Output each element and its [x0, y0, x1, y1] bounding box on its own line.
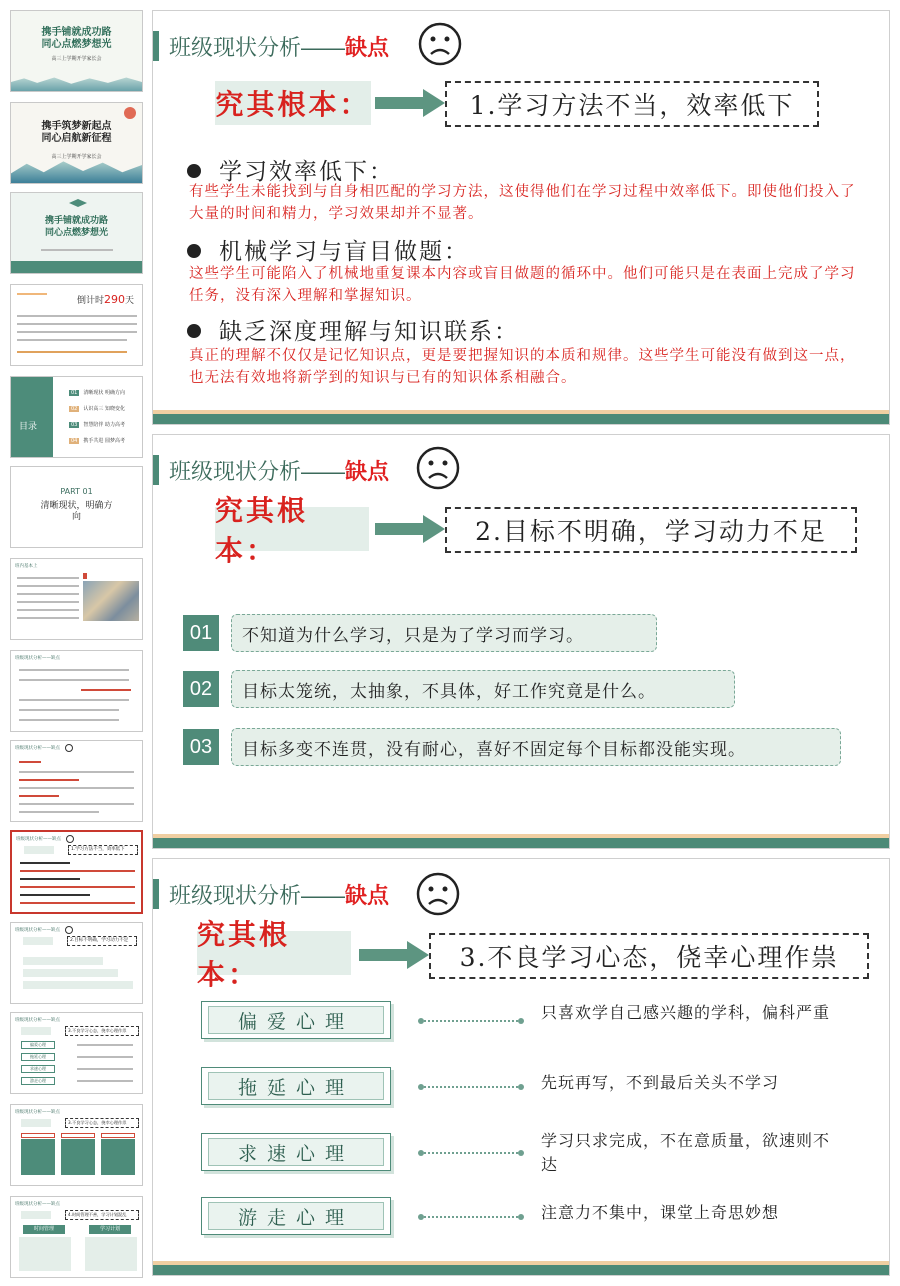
- section-title: 机械学习与盲目做题：: [187, 233, 469, 266]
- arrow-right-icon: [375, 515, 445, 543]
- header-title: 班级现状分析——: [169, 34, 346, 60]
- thumb-line: [17, 585, 79, 587]
- thumb-line: [17, 293, 47, 295]
- thumb-line: [17, 351, 127, 353]
- sun-decoration: [124, 107, 136, 119]
- thumb-line: [19, 795, 59, 797]
- slide-header: [153, 31, 389, 61]
- thumb-line: [17, 331, 137, 333]
- connector-line: [421, 1086, 521, 1088]
- thumb-title: 携手铺就成功路 同心点燃梦想光: [41, 27, 112, 50]
- connector-line: [421, 1216, 521, 1218]
- thumb-title: 携手铺就成功路 同心点燃梦想光: [44, 216, 108, 238]
- root-cause-label: 究其根本：: [197, 931, 351, 975]
- reason-number: 01: [183, 615, 219, 651]
- slide-3[interactable]: [152, 858, 890, 1276]
- reason-number: 02: [183, 671, 219, 707]
- slide-header: [153, 879, 389, 909]
- slide-thumbnail-12[interactable]: [10, 1012, 143, 1094]
- thumb-root-label: [21, 1119, 51, 1127]
- toc-item: 01 清晰现状 明确方向: [71, 390, 125, 396]
- sad-face-icon: [415, 871, 461, 917]
- part-label: PART 01: [60, 487, 93, 496]
- mentality-label: 求速心理: [201, 1133, 391, 1171]
- thumb-item: 游走心理: [21, 1077, 55, 1085]
- thumb-line: [19, 779, 79, 781]
- thumb-line: [77, 1044, 133, 1046]
- slide-thumbnail-2[interactable]: [10, 102, 143, 184]
- header-title: 班级现状分析——: [169, 882, 346, 908]
- toc-item: 04 携手共进 圆梦高考: [71, 438, 125, 444]
- mentality-description: 注意力不集中，课堂上奇思妙想: [541, 1203, 780, 1222]
- thumb-header: 班级现状分析——缺点: [15, 746, 60, 751]
- thumb-header: 班级现状分析——缺点: [15, 656, 60, 661]
- sad-face-icon: [65, 926, 73, 934]
- arrow-right-icon: [375, 89, 445, 117]
- thumb-line: [77, 1056, 133, 1058]
- thumb-line: [20, 894, 90, 896]
- thumb-card-header: [101, 1133, 135, 1138]
- thumb-subtitle: 高三上学期开学家长会: [51, 56, 102, 62]
- thumb-line: [17, 577, 79, 579]
- thumb-topic-box: 4.时间管理不善，学习计划混乱: [65, 1210, 139, 1220]
- topic-box: 3.不良学习心态，侥幸心理作祟: [429, 933, 869, 979]
- thumb-root-label: [23, 937, 53, 945]
- thumb-line: [19, 761, 41, 763]
- thumb-topic-box: 3.不良学习心态，侥幸心理作祟: [65, 1118, 139, 1128]
- slide-thumbnail-10[interactable]: [10, 830, 143, 914]
- wave-decoration: [11, 73, 142, 91]
- bottom-bar: [153, 838, 889, 848]
- mentality-description: 只喜欢学自己感兴趣的学科，偏科严重: [541, 1003, 831, 1022]
- thumb-line: [77, 1080, 133, 1082]
- thumb-band: [11, 261, 142, 273]
- thumb-item: 拖延心理: [21, 1053, 55, 1061]
- thumb-card-header: [61, 1133, 95, 1138]
- thumb-line: [19, 709, 119, 711]
- slide-thumbnail-8[interactable]: [10, 650, 143, 732]
- thumb-line: [19, 787, 134, 789]
- slide-thumbnail-4[interactable]: [10, 284, 143, 366]
- thumb-header: 班级现状分析——缺点: [15, 928, 60, 933]
- sad-face-icon: [66, 835, 74, 843]
- slide-thumbnail-13[interactable]: [10, 1104, 143, 1186]
- slide-1[interactable]: [152, 10, 890, 425]
- thumb-line: [20, 902, 135, 904]
- thumb-line: [77, 1068, 133, 1070]
- thumb-line: [19, 669, 129, 671]
- slide-thumbnail-1[interactable]: [10, 10, 143, 92]
- thumb-line: [19, 811, 99, 813]
- reason-number: 03: [183, 729, 219, 765]
- thumb-line: [20, 886, 135, 888]
- sad-face-icon: [65, 744, 73, 752]
- thumb-card: [21, 1139, 55, 1175]
- root-cause-label: 究其根本：: [215, 507, 369, 551]
- thumb-subtitle: 高三上学期开学家长会: [51, 154, 102, 160]
- countdown-unit: 天: [124, 296, 134, 306]
- thumb-title: 携手筑梦新起点 同心启航新征程: [41, 121, 112, 144]
- mentality-description: 学习只求完成，不在意质量，欲速则不达: [541, 1131, 831, 1174]
- countdown-label: 倒计时: [76, 296, 104, 306]
- mentality-description: 先玩再写，不到最后关头不学习: [541, 1073, 780, 1092]
- toc-label: 目录: [19, 422, 38, 432]
- header-highlight: 缺点: [345, 34, 390, 60]
- thumb-line: [17, 323, 137, 325]
- thumb-card: [85, 1237, 137, 1271]
- mentality-label: 偏爱心理: [201, 1001, 391, 1039]
- mentality-label: 游走心理: [201, 1197, 391, 1235]
- header-title: 班级现状分析——: [169, 458, 346, 484]
- thumb-line: [17, 617, 79, 619]
- thumb-line: [20, 878, 80, 880]
- thumb-header: 班级现状分析——缺点: [15, 1018, 60, 1023]
- mentality-label: 拖延心理: [201, 1067, 391, 1105]
- thumb-line: [20, 862, 70, 864]
- thumb-line: [17, 593, 79, 595]
- thumb-line: [19, 771, 134, 773]
- countdown: [77, 293, 134, 306]
- root-cause-label: 究其根本：: [215, 81, 371, 125]
- header-accent-bar: [153, 879, 159, 909]
- thumb-line: [41, 249, 113, 251]
- thumb-line: [19, 679, 129, 681]
- thumb-card-label: 时间管理: [23, 1225, 65, 1234]
- mountain-decoration: [11, 159, 142, 183]
- part-title: 清晰现状，明确方 向: [40, 501, 113, 522]
- slide-thumbnail-5[interactable]: [10, 376, 143, 458]
- thumb-line: [17, 315, 137, 317]
- slide-2[interactable]: [152, 434, 890, 849]
- reason-item: 不知道为什么学习，只是为了学习而学习。: [231, 614, 657, 652]
- thumb-reason: [23, 969, 118, 977]
- sad-face-icon: [415, 445, 461, 491]
- thumb-reason: [23, 981, 133, 989]
- header-accent-bar: [153, 31, 159, 61]
- thumb-card: [101, 1139, 135, 1175]
- thumb-line: [19, 803, 134, 805]
- header-highlight: 缺点: [345, 882, 390, 908]
- thumb-card-label: 学习计划: [89, 1225, 131, 1234]
- toc-item: 02 认识高三 知晓变化: [71, 406, 125, 412]
- slide-header: [153, 455, 389, 485]
- header-highlight: 缺点: [345, 458, 390, 484]
- thumb-card: [19, 1237, 71, 1271]
- thumb-reason: [23, 957, 103, 965]
- graduation-cap-icon: [69, 199, 87, 207]
- thumb-line: [81, 689, 131, 691]
- connector-line: [421, 1152, 521, 1154]
- thumb-card-header: [21, 1133, 55, 1138]
- topic-box: 1.学习方法不当，效率低下: [445, 81, 819, 127]
- connector-line: [421, 1020, 521, 1022]
- bottom-bar: [153, 1265, 889, 1275]
- thumb-topic-box: 1.学习方法不当，效率低下: [68, 845, 138, 855]
- section-text: 真正的理解不仅仅是记忆知识点，更是要把握知识的本质和规律。这些学生可能没有做到这一点，也无法有效地将新学到的知识与已有的知识体系相融合。: [189, 348, 856, 386]
- thumb-card: [61, 1139, 95, 1175]
- thumb-line: [83, 573, 87, 579]
- topic-box: 2.目标不明确，学习动力不足: [445, 507, 857, 553]
- thumb-line: [20, 870, 135, 872]
- thumb-root-label: [24, 846, 54, 854]
- section-text: 有些学生未能找到与自身相匹配的学习方法，这使得他们在学习过程中效率低下。即使他们投入了大量的时间和精力，学习效果却并不显著。: [189, 184, 856, 222]
- slide-thumbnail-panel: [0, 0, 150, 1286]
- thumb-header: 班级现状分析——缺点: [15, 1110, 60, 1115]
- bottom-bar: [153, 414, 889, 424]
- slide-thumbnail-9[interactable]: [10, 740, 143, 822]
- thumb-line: [17, 601, 79, 603]
- reason-item: 目标多变不连贯，没有耐心，喜好不固定每个目标都没能实现。: [231, 728, 841, 766]
- thumb-item: 求速心理: [21, 1065, 55, 1073]
- thumb-line: [19, 699, 129, 701]
- section-title: 缺乏深度理解与知识联系：: [187, 313, 519, 346]
- thumb-line: [17, 609, 79, 611]
- slide-thumbnail-11[interactable]: [10, 922, 143, 1004]
- slide-thumbnail-14[interactable]: [10, 1196, 143, 1278]
- section-title: 学习效率低下：: [187, 153, 394, 186]
- classroom-photo: [83, 581, 139, 621]
- slide-thumbnail-7[interactable]: [10, 558, 143, 640]
- thumb-line: [17, 339, 127, 341]
- thumb-root-label: [21, 1027, 51, 1035]
- thumb-header: 班级现状分析——缺点: [16, 837, 61, 842]
- toc-item: 03 智慧陪伴 助力高考: [71, 422, 125, 428]
- sad-face-icon: [417, 21, 463, 67]
- reason-item: 目标太笼统，太抽象，不具体，好工作究竟是什么。: [231, 670, 735, 708]
- countdown-value: 290: [103, 293, 125, 306]
- thumb-header: 班级现状分析——缺点: [15, 1202, 60, 1207]
- thumb-topic-box: 2.目标不明确，学习动力不足: [67, 936, 137, 946]
- thumb-item: 偏爱心理: [21, 1041, 55, 1049]
- toc-side-panel: [11, 377, 53, 458]
- header-accent-bar: [153, 455, 159, 485]
- thumb-header: 班内基本上: [15, 564, 38, 569]
- arrow-right-icon: [359, 941, 429, 969]
- thumb-topic-box: 3.不良学习心态，侥幸心理作祟: [65, 1026, 139, 1036]
- thumb-root-label: [21, 1211, 51, 1219]
- section-text: 这些学生可能陷入了机械地重复课本内容或盲目做题的循环中。他们可能只是在表面上完成了学习任务，没有深入理解和掌握知识。: [189, 266, 856, 304]
- thumb-line: [19, 719, 119, 721]
- slide-thumbnail-6[interactable]: [10, 466, 143, 548]
- slide-thumbnail-3[interactable]: [10, 192, 143, 274]
